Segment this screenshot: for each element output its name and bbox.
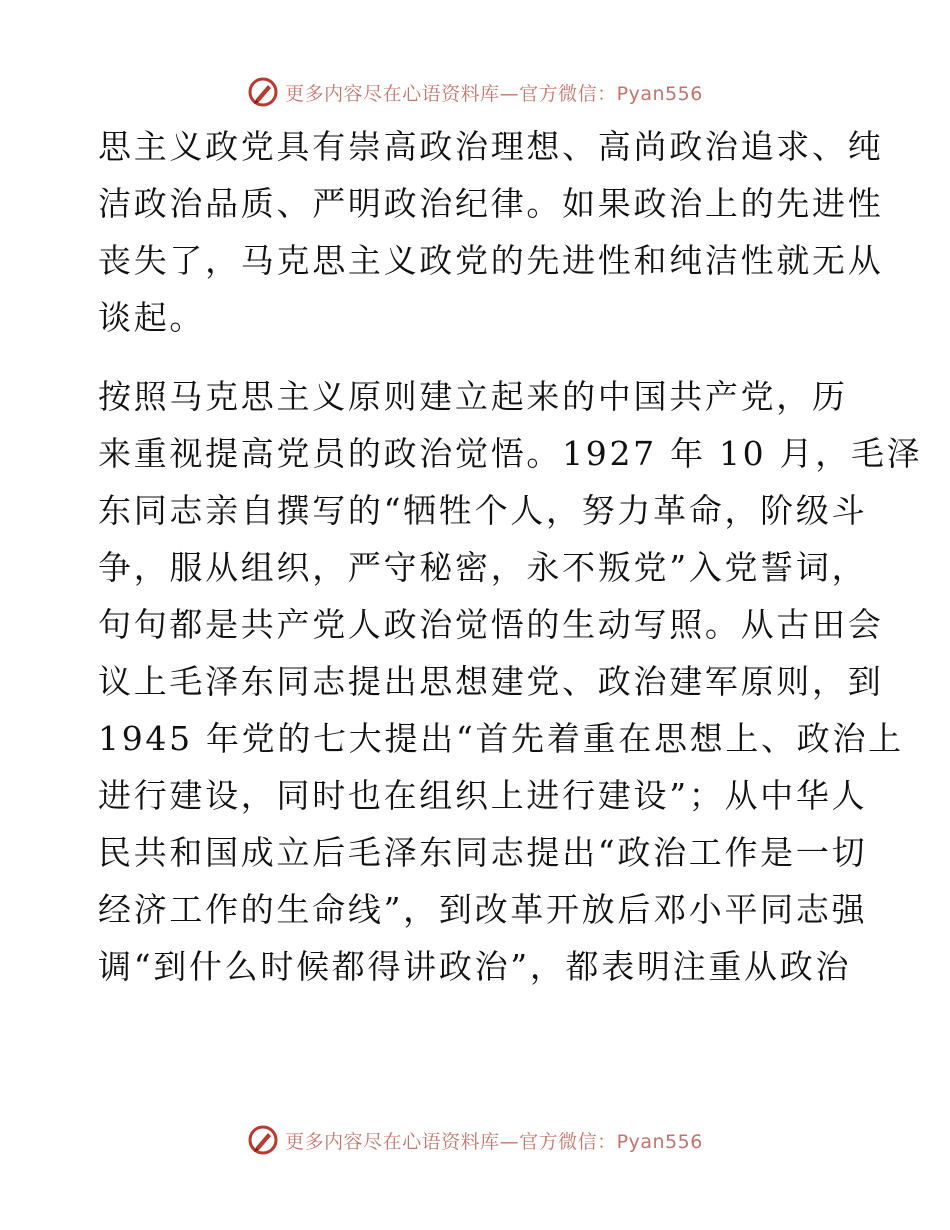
text-line: 调“到什么时候都得讲政治”，都表明注重从政治 <box>98 947 852 986</box>
text-line: 争，服从组织，严守秘密，永不叛党”入党誓词， <box>98 548 868 587</box>
text-line: 民共和国成立后毛泽东同志提出“政治工作是一切 <box>98 833 868 872</box>
header-watermark <box>0 72 950 112</box>
footer-watermark <box>0 1120 950 1160</box>
text-line: 丧失了，马克思主义政党的先进性和纯洁性就无从 <box>98 241 884 280</box>
text-line: 1945 年党的七大提出“首先着重在思想上、政治上 <box>98 719 904 758</box>
document-body <box>98 118 923 995</box>
pen-logo-icon <box>247 1124 279 1156</box>
text-line: 经济工作的生命线”，到改革开放后邓小平同志强 <box>98 890 868 929</box>
text-line: 洁政治品质、严明政治纪律。如果政治上的先进性 <box>98 184 884 223</box>
text-line: 谈起。 <box>98 298 206 337</box>
text-line: 议上毛泽东同志提出思想建党、政治建军原则，到 <box>98 662 884 701</box>
pen-logo-icon <box>247 76 279 108</box>
text-line: 东同志亲自撰写的“牺牲个人，努力革命，阶级斗 <box>98 491 868 530</box>
text-line: 按照马克思主义原则建立起来的中国共产党，历 <box>98 377 848 416</box>
paragraph-2 <box>98 368 923 995</box>
text-line: 来重视提高党员的政治觉悟。1927 年 10 月，毛泽 <box>98 434 923 473</box>
text-line: 进行建设，同时也在组织上进行建设”；从中华人 <box>98 776 868 815</box>
paragraph-1 <box>98 118 884 346</box>
text-line: 句句都是共产党人政治觉悟的生动写照。从古田会 <box>98 605 884 644</box>
watermark-text: 更多内容尽在心语资料库—官方微信：Pyan556 <box>285 82 703 105</box>
watermark-text: 更多内容尽在心语资料库—官方微信：Pyan556 <box>285 1130 703 1153</box>
text-line: 思主义政党具有崇高政治理想、高尚政治追求、纯 <box>98 127 884 166</box>
